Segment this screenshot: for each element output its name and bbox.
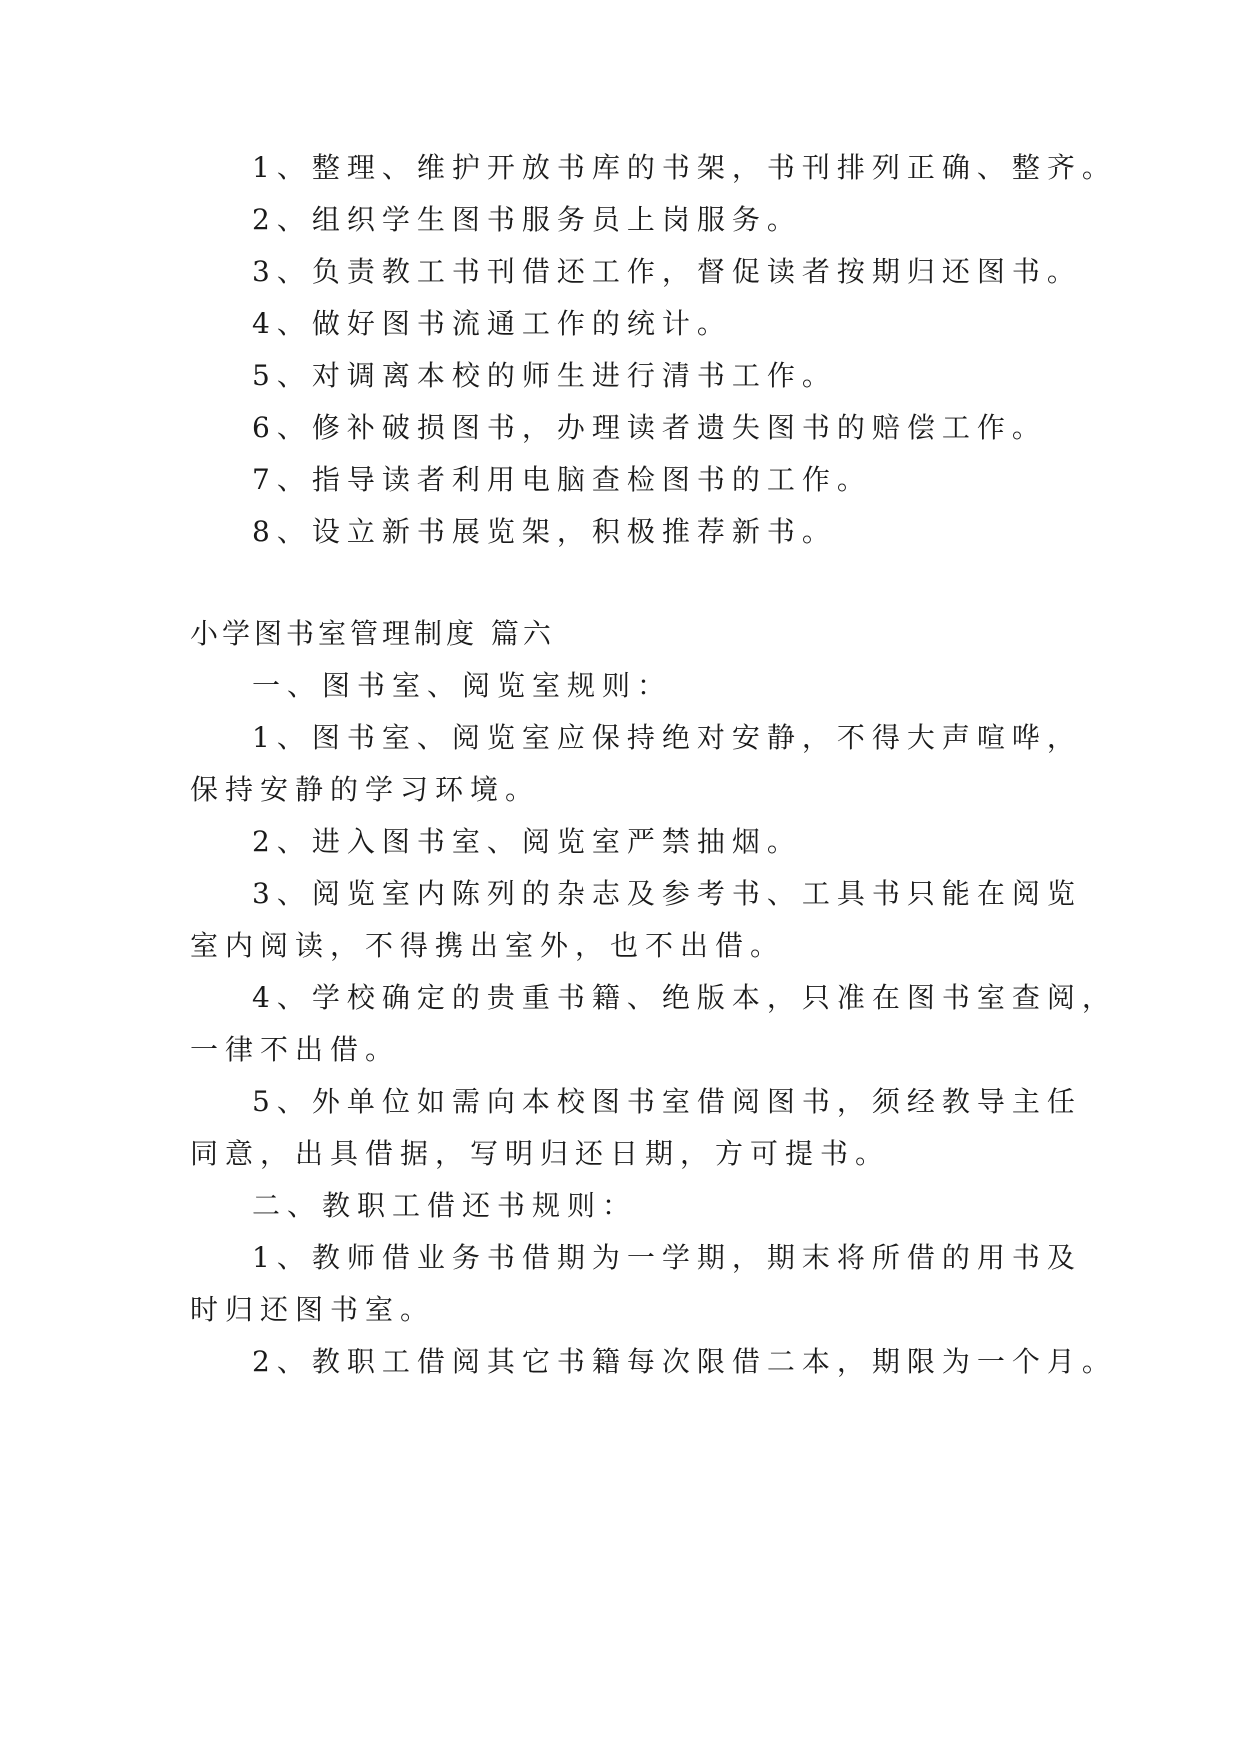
duty-item-3: 3、负责教工书刊借还工作，督促读者按期归还图书。 bbox=[252, 255, 1082, 288]
rule1-line2: 保持安静的学习环境。 bbox=[190, 773, 541, 806]
duty-item-5: 5、对调离本校的师生进行清书工作。 bbox=[252, 359, 837, 392]
rule5-line2: 同意，出具借据，写明归还日期，方可提书。 bbox=[190, 1137, 891, 1170]
rule5-line1: 5、外单位如需向本校图书室借阅图书，须经教导主任 bbox=[252, 1085, 1082, 1118]
rule1-line1: 1、图书室、阅览室应保持绝对安静，不得大声喧哗， bbox=[252, 721, 1082, 754]
rule4-line1: 4、学校确定的贵重书籍、绝版本，只准在图书室查阅， bbox=[252, 981, 1117, 1014]
staff-rule1-line1: 1、教师借业务书借期为一学期，期末将所借的用书及 bbox=[252, 1241, 1082, 1274]
duty-item-4: 4、做好图书流通工作的统计。 bbox=[252, 307, 732, 340]
rule3-line2: 室内阅读，不得携出室外，也不出借。 bbox=[190, 929, 786, 962]
duty-item-6: 6、修补破损图书，办理读者遗失图书的赔偿工作。 bbox=[252, 411, 1047, 444]
rule2: 2、进入图书室、阅览室严禁抽烟。 bbox=[252, 825, 802, 858]
duty-item-2: 2、组织学生图书服务员上岗服务。 bbox=[252, 203, 802, 236]
duty-item-1: 1、整理、维护开放书库的书架，书刊排列正确、整齐。 bbox=[252, 151, 1117, 184]
rule3-line1: 3、阅览室内陈列的杂志及参考书、工具书只能在阅览 bbox=[252, 877, 1082, 910]
duty-item-7: 7、指导读者利用电脑查检图书的工作。 bbox=[252, 463, 872, 496]
staff-rule1-line2: 时归还图书室。 bbox=[190, 1293, 436, 1326]
section-title: 小学图书室管理制度 篇六 bbox=[190, 617, 555, 650]
duty-item-8: 8、设立新书展览架，积极推荐新书。 bbox=[252, 515, 837, 548]
part1-heading: 一、图书室、阅览室规则： bbox=[252, 669, 673, 702]
staff-rule2: 2、教职工借阅其它书籍每次限借二本，期限为一个月。 bbox=[252, 1345, 1117, 1378]
part2-heading: 二、教职工借还书规则： bbox=[252, 1189, 638, 1222]
rule4-line2: 一律不出借。 bbox=[190, 1033, 401, 1066]
